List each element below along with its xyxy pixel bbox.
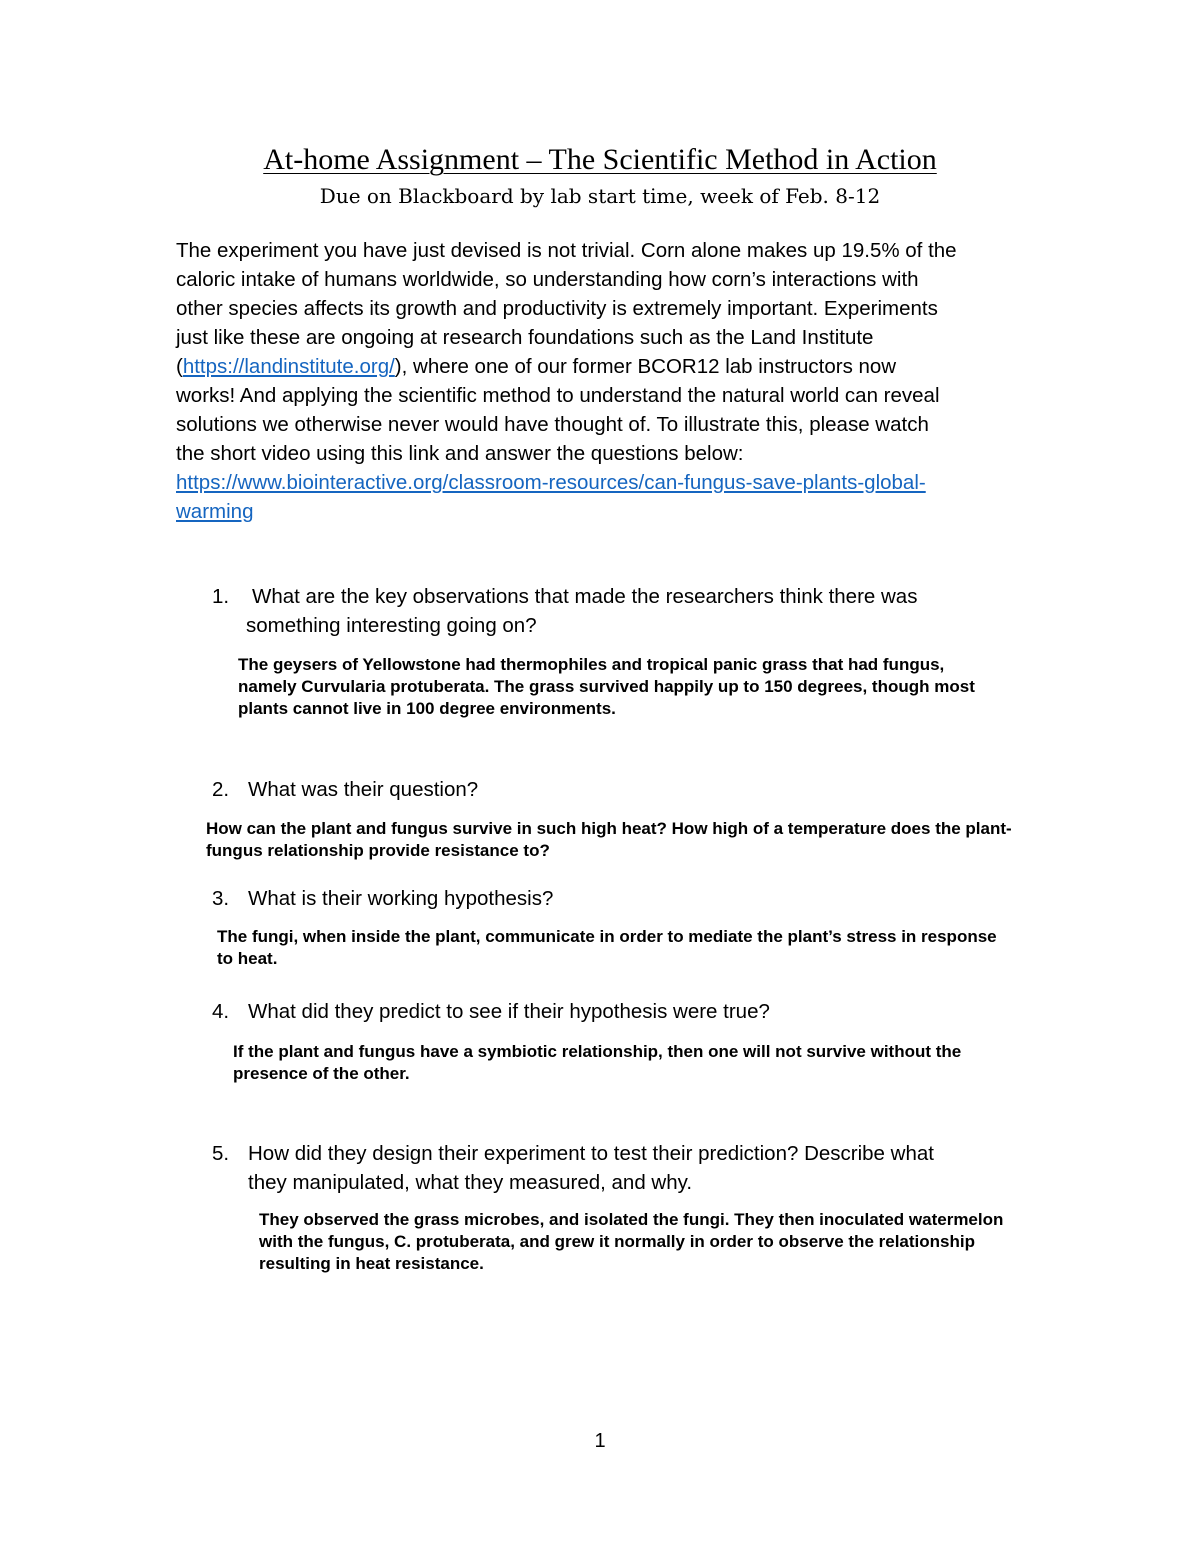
question-1: [212, 582, 1012, 642]
question-2: [212, 775, 1012, 805]
answer-4: [233, 1041, 961, 1085]
page-number: 1: [594, 1430, 606, 1452]
question-number: 2.: [212, 778, 230, 801]
intro-line: The experiment you have just devised is not trivial. Corn alone makes up 19.5% of the: [176, 239, 957, 262]
answer-line: plants cannot live in 100 degree environments.: [238, 699, 616, 718]
question-text: [248, 775, 478, 804]
answer-2: [206, 818, 1012, 862]
question-text: [248, 997, 770, 1026]
question-text: [248, 1139, 934, 1197]
question-3: [212, 884, 1012, 914]
question-number: 1.: [212, 585, 230, 608]
question-line: What is their working hypothesis?: [248, 887, 554, 910]
paren-open: (: [176, 355, 183, 378]
page-subtitle: Due on Blackboard by lab start time, week of Feb. 8-12: [319, 184, 881, 208]
answer-line: The fungi, when inside the plant, communicate in order to mediate the plant’s stress in response: [217, 927, 997, 946]
answer-1: [238, 654, 975, 720]
video-link-line: [176, 468, 1036, 497]
answer-5: [259, 1209, 1003, 1275]
question-line: something interesting going on?: [246, 614, 537, 637]
question-line: What are the key observations that made the researchers think there was: [252, 585, 918, 608]
intro-line: caloric intake of humans worldwide, so understanding how corn’s interactions with: [176, 268, 919, 291]
question-5: [212, 1139, 1012, 1199]
question-text: [246, 582, 918, 640]
answer-line: If the plant and fungus have a symbiotic relationship, then one will not survive without the: [233, 1042, 962, 1061]
answer-line: How can the plant and fungus survive in such high heat? How high of a temperature does the plant-: [206, 819, 1012, 838]
answer-line: to heat.: [217, 949, 278, 968]
intro-line: the short video using this link and answer the questions below:: [176, 442, 744, 465]
question-number: 3.: [212, 887, 230, 910]
answer-line: fungus relationship provide resistance to?: [206, 841, 550, 860]
intro-line: [176, 352, 1036, 381]
answer-line: with the fungus, C. protuberata, and grew it normally in order to observe the relationship: [259, 1232, 975, 1251]
intro-line-rest: ), where one of our former BCOR12 lab instructors now: [394, 355, 897, 378]
answer-line: presence of the other.: [233, 1064, 410, 1083]
intro-line: solutions we otherwise never would have thought of. To illustrate this, please watch: [176, 413, 929, 436]
question-number: 4.: [212, 1000, 230, 1023]
intro-line: other species affects its growth and productivity is extremely important. Experiments: [176, 297, 938, 320]
question-4: [212, 997, 1012, 1027]
question-line: What was their question?: [248, 778, 479, 801]
answer-line: They observed the grass microbes, and isolated the fungi. They then inoculated watermelon: [259, 1210, 1004, 1229]
land-institute-link[interactable]: https://landinstitute.org/: [182, 355, 395, 378]
intro-line: just like these are ongoing at research foundations such as the Land Institute: [176, 326, 874, 349]
question-line: What did they predict to see if their hypothesis were true?: [248, 1000, 770, 1023]
page-title: At-home Assignment – The Scientific Method in Action: [263, 143, 937, 176]
video-link-continued[interactable]: warming: [176, 500, 254, 523]
question-number: 5.: [212, 1142, 230, 1165]
question-line: How did they design their experiment to test their prediction? Describe what: [248, 1142, 934, 1165]
video-link[interactable]: https://www.biointeractive.org/classroom-resources/can-fungus-save-plants-global-: [176, 471, 926, 494]
intro-paragraph: [176, 236, 1036, 526]
answer-3: [217, 926, 997, 970]
answer-line: namely Curvularia protuberata. The grass survived happily up to 150 degrees, though most: [238, 677, 975, 696]
question-text: [248, 884, 553, 913]
video-link-line: [176, 497, 1036, 526]
intro-line: works! And applying the scientific method to understand the natural world can reveal: [176, 384, 940, 407]
question-line: they manipulated, what they measured, and why.: [248, 1171, 693, 1194]
answer-line: resulting in heat resistance.: [259, 1254, 484, 1273]
answer-line: The geysers of Yellowstone had thermophiles and tropical panic grass that had fungus,: [238, 655, 945, 674]
